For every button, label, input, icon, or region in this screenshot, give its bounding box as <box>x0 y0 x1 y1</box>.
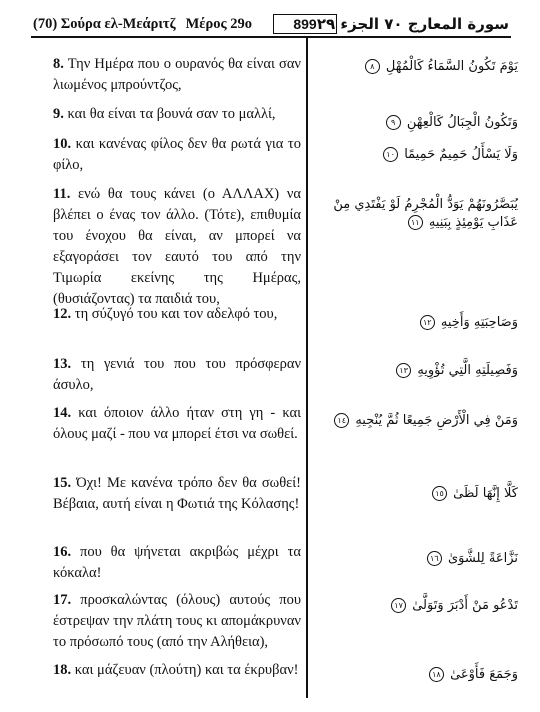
arabic-verse-14 <box>334 412 518 430</box>
arabic-text: وَمَنْ فِي الْأَرْضِ جَمِيعًا ثُمَّ يُنْجِيهِ <box>355 413 518 428</box>
verse-marker-icon: ١٧ <box>391 598 406 613</box>
verse-number: 13. <box>53 356 72 372</box>
arabic-text: يَوْمَ تَكُونُ السَّمَاءُ كَالْمُهْلِ <box>385 59 518 74</box>
surah-title: (70) Σούρα ελ-Μεάριτζ <box>33 16 176 32</box>
verse-marker-icon: ١٣ <box>396 363 411 378</box>
arabic-verse-9 <box>386 114 518 132</box>
verse-marker-icon: ١٤ <box>334 413 349 428</box>
arabic-verse-11 <box>318 196 518 232</box>
verse-13 <box>53 354 301 396</box>
arabic-verse-17 <box>391 597 518 615</box>
verse-text: τη σύζυγό του και τον αδελφό του, <box>74 306 278 322</box>
verse-number: 11. <box>53 186 71 202</box>
arabic-text: كَلَّا إِنَّهَا لَظَىٰ <box>453 486 518 501</box>
arabic-verse-13 <box>396 362 518 380</box>
arabic-text: يُبَصَّرُونَهُمْ يَوَدُّ الْمُجْرِمُ لَوْ يَفْتَدِي مِنْ عَذَابِ يَوْمِئِذٍ بِبَنِيهِ <box>333 197 518 230</box>
arabic-verse-16 <box>427 550 518 568</box>
verse-12 <box>53 304 301 325</box>
verse-number: 8. <box>53 56 64 72</box>
verse-14 <box>53 403 301 445</box>
verse-8 <box>53 54 301 96</box>
verse-15 <box>53 473 301 515</box>
verse-number: 15. <box>53 475 72 491</box>
verse-text: Όχι! Με κανένα τρόπο δεν θα σωθεί! Βέβαια, αυτή είναι η Φωτιά της Κόλασης! <box>53 475 301 512</box>
verse-text: ενώ θα τους κάνει (ο ΑΛΛΑΧ) να βλέπει ο ένας τον άλλο. (Τότε), επιθυμία του ένοχου θα είναι, αν μπορεί να εξαγοράσει τον εαυτό του από την Τιμωρία εκείνης της Ημέρας, (θυσιάζοντας) τα παιδιά του, <box>53 186 301 307</box>
verse-number: 18. <box>53 662 72 678</box>
page-number: 899 <box>273 14 337 34</box>
arabic-text: نَزَّاعَةً لِلشَّوَىٰ <box>447 551 518 566</box>
verse-text: που θα ψήνεται ακριβώς μέχρι τα κόκαλα! <box>53 544 301 581</box>
verse-16 <box>53 542 301 584</box>
verse-text: και κανένας φίλος δεν θα ρωτά για το φίλο, <box>53 136 301 173</box>
verse-marker-icon: ١٦ <box>427 551 442 566</box>
arabic-text: تَدْعُو مَنْ أَدْبَرَ وَتَوَلَّىٰ <box>412 598 518 613</box>
verse-text: και θα είναι τα βουνά σαν το μαλλί, <box>67 106 276 122</box>
verse-number: 12. <box>53 306 72 322</box>
arabic-verse-15 <box>432 485 518 503</box>
verse-text: προσκαλώντας (όλους) αυτούς που έστρεψαν την πλάτη τους κι απομάκρυναν το πρόσωπό τους (από την Αλήθεια), <box>53 592 301 650</box>
verse-number: 14. <box>53 405 72 421</box>
arabic-header: سورة المعارج ٧٠ الجزء ٢٩ <box>316 15 509 33</box>
verse-number: 9. <box>53 106 64 122</box>
arabic-verse-8 <box>365 58 518 76</box>
verse-marker-icon: ٩ <box>386 115 401 130</box>
verse-17 <box>53 590 301 653</box>
page-header <box>31 14 511 38</box>
column-divider <box>306 38 308 698</box>
arabic-verse-10 <box>383 146 518 164</box>
verse-marker-icon: ٨ <box>365 59 380 74</box>
verse-number: 10. <box>53 136 72 152</box>
verse-text: τη γενιά του που του πρόσφεραν άσυλο, <box>53 356 302 393</box>
verse-number: 17. <box>53 592 72 608</box>
verse-text: Την Ημέρα που ο ουρανός θα είναι σαν λιωμένος μπρούντζος, <box>53 56 301 93</box>
header-left <box>33 16 252 33</box>
verse-marker-icon: ١٨ <box>429 667 444 682</box>
verse-9 <box>53 104 301 125</box>
verse-marker-icon: ١٢ <box>420 315 435 330</box>
verse-18 <box>53 660 301 681</box>
verse-11 <box>53 184 301 310</box>
arabic-text: وَتَكُونُ الْجِبَالُ كَالْعِهْنِ <box>406 115 518 130</box>
verse-10 <box>53 134 301 176</box>
verse-text: και όποιον άλλο ήταν στη γη - και όλους μαζί - που να μπορεί έτσι να σωθεί. <box>53 405 301 442</box>
verse-marker-icon: ١٠ <box>383 147 398 162</box>
arabic-text: وَلَا يَسْأَلُ حَمِيمٌ حَمِيمًا <box>404 147 518 162</box>
arabic-verse-18 <box>429 666 518 684</box>
verse-number: 16. <box>53 544 72 560</box>
arabic-text: وَصَاحِبَتِهِ وَأَخِيهِ <box>440 315 518 330</box>
part-label: Μέρος 29ο <box>185 16 252 32</box>
arabic-verse-12 <box>420 314 518 332</box>
verse-text: και μάζευαν (πλούτη) και τα έκρυβαν! <box>74 662 299 678</box>
verse-marker-icon: ١١ <box>408 215 423 230</box>
verse-marker-icon: ١٥ <box>432 486 447 501</box>
arabic-text: وَفَصِيلَتِهِ الَّتِي تُؤْوِيهِ <box>417 363 518 378</box>
arabic-text: وَجَمَعَ فَأَوْعَىٰ <box>450 667 518 682</box>
